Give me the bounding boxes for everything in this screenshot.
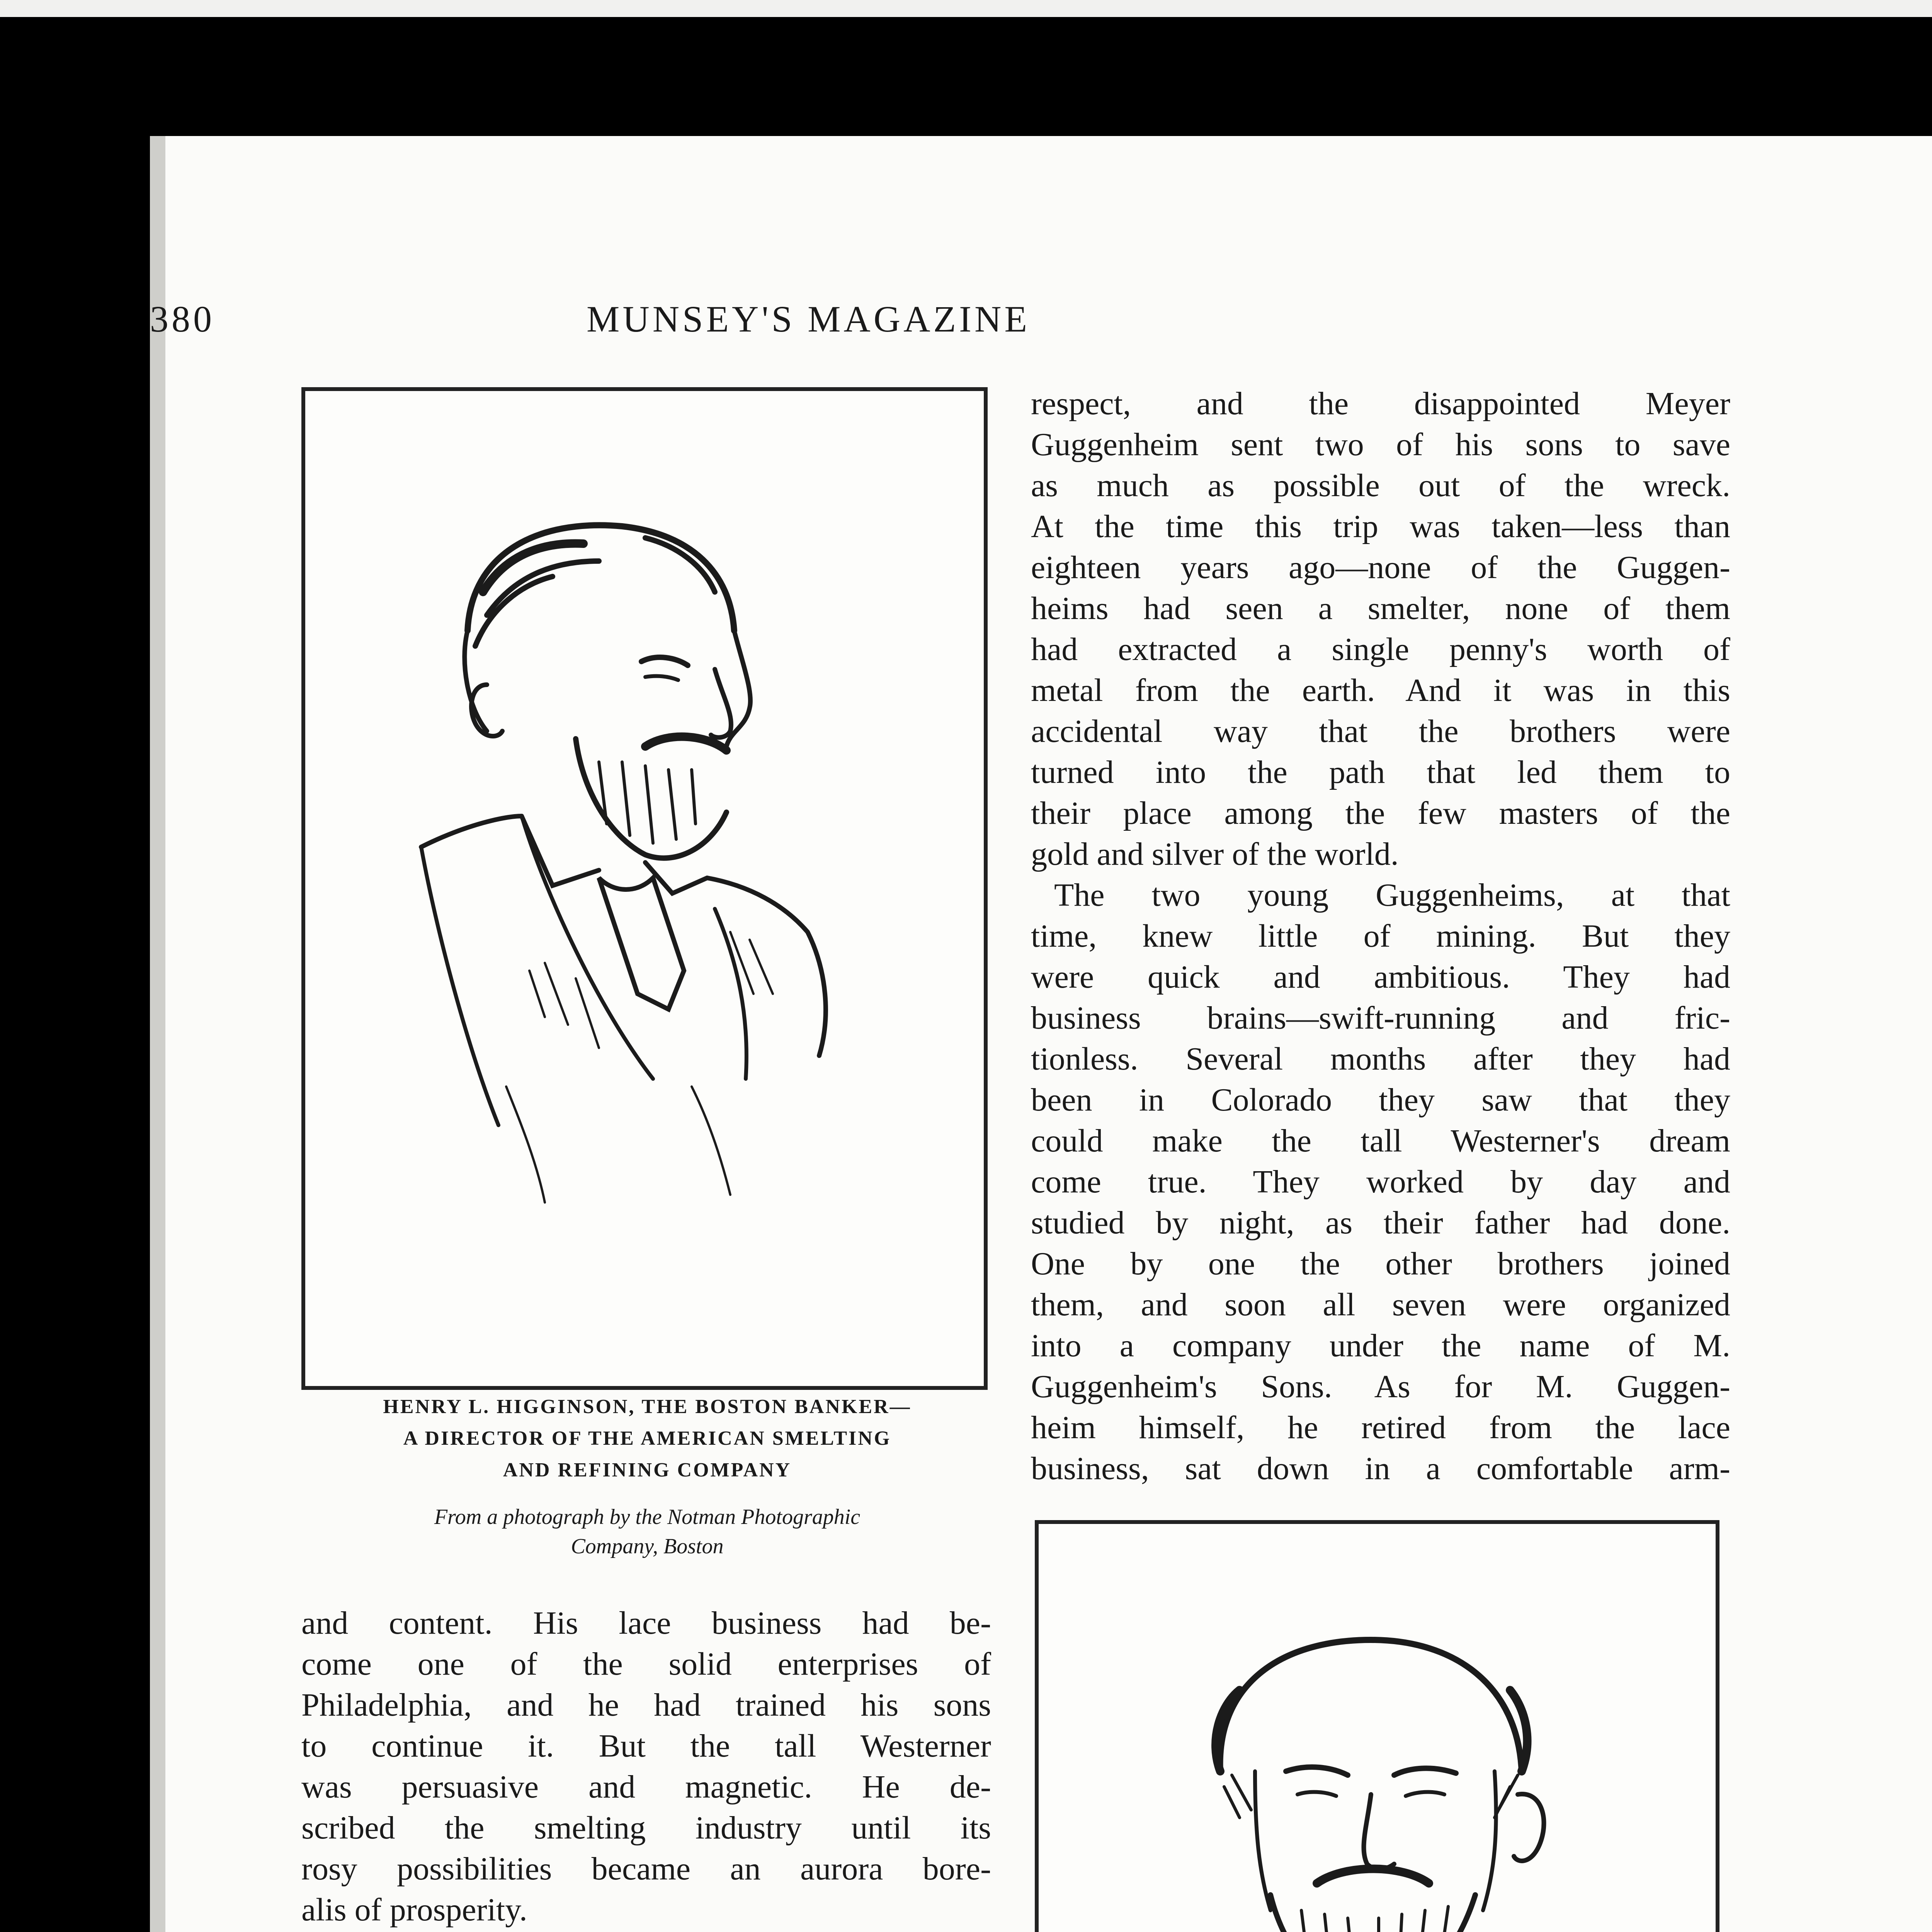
text-line: had extracted a single penny's worth of [1031,631,1730,667]
text-line: business, sat down in a comfortable arm- [1031,1451,1730,1486]
portrait-grant-frame [1035,1520,1719,1932]
scan-border [0,17,1932,133]
text-line: and content. His lace business had be- [301,1605,991,1641]
portrait-higginson-drawing [305,391,984,1386]
text-line: Guggenheim's Sons. As for M. Guggen- [1031,1369,1730,1405]
text-line: studied by night, as their father had done. [1031,1205,1730,1241]
text-line: alis of prosperity. [301,1892,527,1928]
body-text-left-column [301,1603,991,1932]
text-line: respect, and the disappointed Meyer [1031,386,1730,422]
page-number: 380 [150,298,215,340]
text-line: were quick and ambitious. They had [1031,959,1730,995]
text-line: was persuasive and magnetic. He de- [301,1769,991,1805]
text-line: metal from the earth. And it was in this [1031,672,1730,708]
text-line [301,1930,991,1932]
text-line: their place among the few masters of the [1031,795,1730,831]
text-line: heim himself, he retired from the lace [1031,1410,1730,1446]
text-line: come true. They worked by day and [1031,1164,1730,1200]
magazine-title: MUNSEY'S MAGAZINE [587,298,1030,340]
caption-line: A DIRECTOR OF THE AMERICAN SMELTING [403,1427,891,1449]
text-line: come one of the solid enterprises of [301,1646,991,1682]
text-line: rosy possibilities became an aurora bore- [301,1851,991,1887]
text-line: into a company under the name of M. [1031,1328,1730,1364]
text-line: tionless. Several months after they had [1031,1041,1730,1077]
magazine-page [150,136,1932,1932]
text-line: scribed the smelting industry until its [301,1810,991,1846]
text-line: Philadelphia, and he had trained his sons [301,1687,991,1723]
text-line: time, knew little of mining. But they [1031,918,1730,954]
text-line: to continue it. But the tall Westerner [301,1728,991,1764]
credit-line: Company, Boston [571,1534,724,1558]
figure-caption-higginson [301,1391,993,1486]
text-line: Guggenheim sent two of his sons to save [1031,427,1730,463]
text-line: been in Colorado they saw that they [1031,1082,1730,1118]
text-line: turned into the path that led them to [1031,754,1730,790]
text-line: as much as possible out of the wreck. [1031,468,1730,503]
caption-line: HENRY L. HIGGINSON, THE BOSTON BANKER— [383,1396,912,1418]
photo-credit-higginson [301,1502,993,1561]
portrait-grant-drawing [1039,1524,1716,1932]
text-line: The two young Guggenheims, at that [1054,877,1730,913]
body-text-right-column [1031,383,1730,1489]
text-line: could make the tall Westerner's dream [1031,1123,1730,1159]
page-binding-shade [150,136,165,1932]
text-line: eighteen years ago—none of the Guggen- [1031,549,1730,585]
text-line: them, and soon all seven were organized [1031,1287,1730,1323]
text-line: heims had seen a smelter, none of them [1031,590,1730,626]
adjacent-page-strip [0,0,1932,17]
credit-line: From a photograph by the Notman Photographic [434,1505,861,1529]
text-line: One by one the other brothers joined [1031,1246,1730,1282]
portrait-higginson-frame [301,387,988,1390]
text-line: gold and silver of the world. [1031,836,1399,872]
text-line: At the time this trip was taken—less than [1031,509,1730,544]
text-line: business brains—swift-running and fric- [1031,1000,1730,1036]
caption-line: AND REFINING COMPANY [503,1459,792,1481]
text-line: accidental way that the brothers were [1031,713,1730,749]
